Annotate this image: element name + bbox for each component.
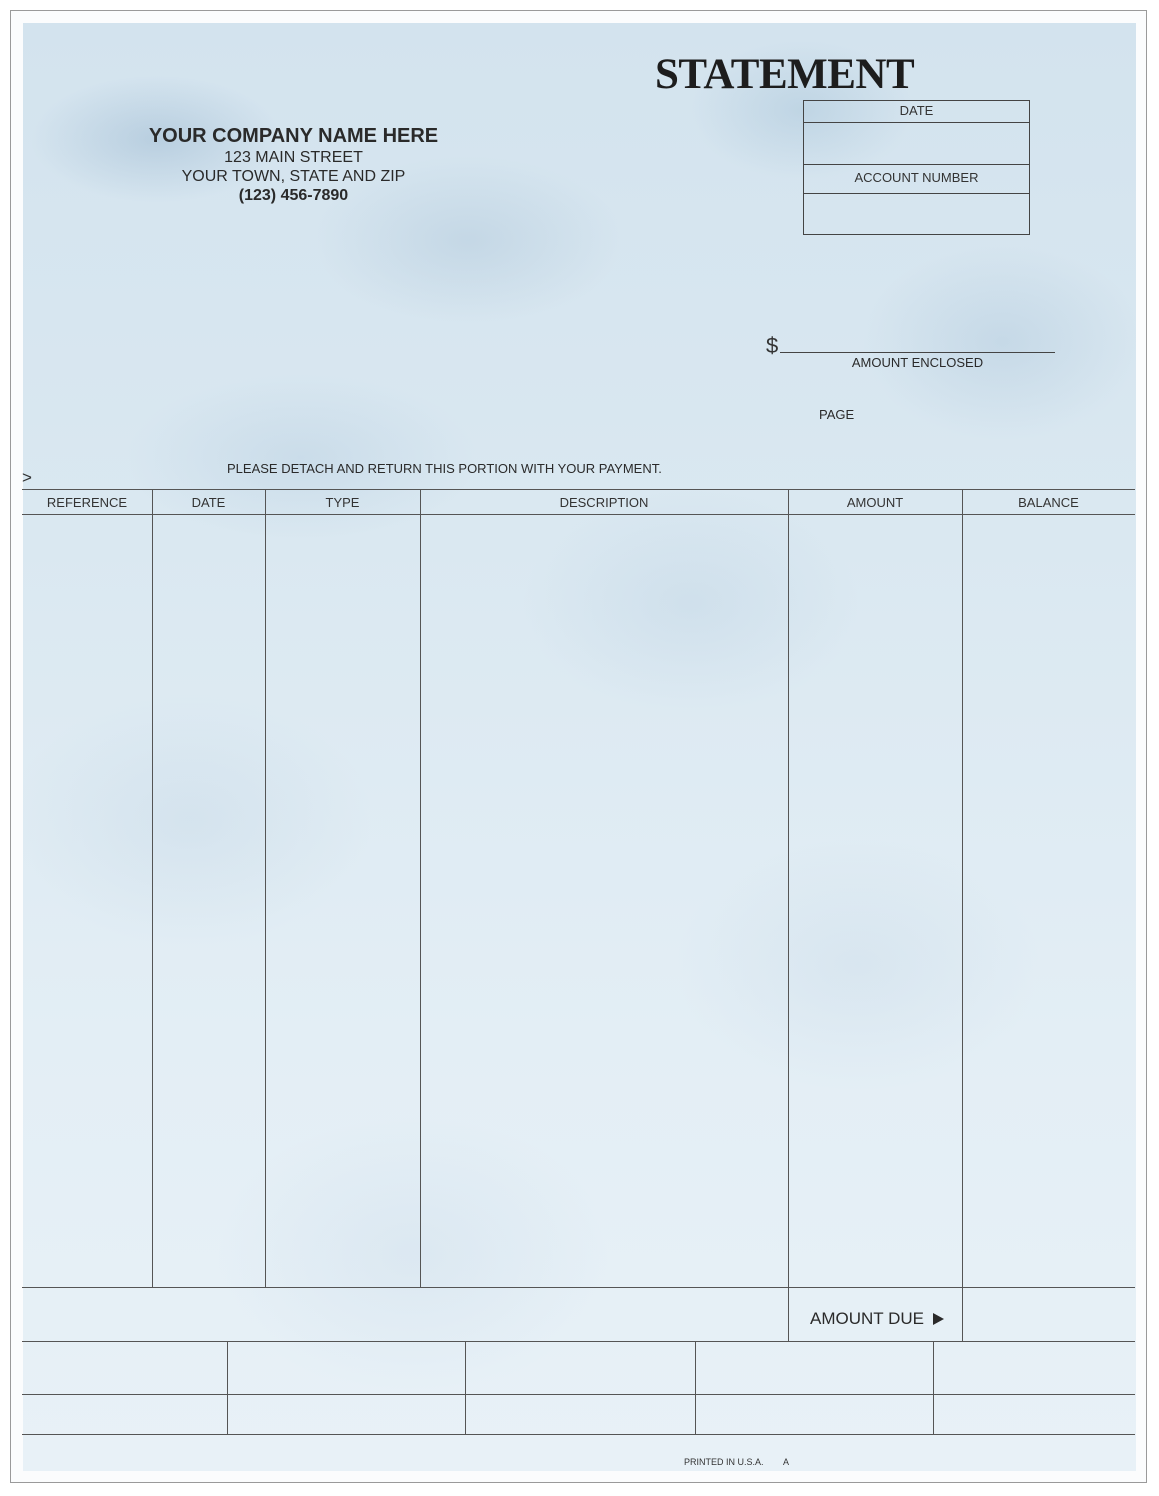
printed-in-usa: PRINTED IN U.S.A.: [684, 1457, 764, 1467]
dollar-sign: $: [766, 333, 779, 358]
footer-grid-divider: [465, 1341, 466, 1434]
company-phone: (123) 456-7890: [238, 187, 349, 204]
footer-grid-rule: [22, 1394, 1135, 1395]
company-city: YOUR TOWN, STATE AND ZIP: [181, 168, 406, 185]
date-field[interactable]: [804, 123, 1029, 164]
play-arrow-icon: [933, 1313, 944, 1325]
amount-enclosed-field[interactable]: [780, 352, 1055, 353]
line-items-area[interactable]: [22, 515, 1135, 1287]
account-number-label: ACCOUNT NUMBER: [854, 170, 979, 185]
account-number-field[interactable]: [804, 194, 1029, 234]
footer-grid-bottom-rule: [22, 1434, 1135, 1435]
amount-due-field[interactable]: [963, 1288, 1135, 1341]
statement-title: STATEMENT: [655, 51, 915, 98]
page-label: PAGE: [819, 407, 855, 422]
detach-arrow-icon: >: [22, 468, 32, 487]
divider: [804, 164, 1029, 165]
column-header-reference: REFERENCE: [46, 495, 128, 510]
date-label: DATE: [899, 103, 934, 118]
company-block: [136, 124, 451, 205]
form-code: A: [783, 1457, 790, 1467]
column-header-date: DATE: [191, 495, 226, 510]
summary-rule: [22, 1341, 1135, 1342]
column-header-amount: AMOUNT: [846, 495, 904, 510]
footer-grid-divider: [933, 1341, 934, 1434]
company-name: YOUR COMPANY NAME HERE: [148, 125, 439, 147]
company-street: 123 MAIN STREET: [224, 149, 363, 166]
footer-grid-divider: [227, 1341, 228, 1434]
detach-note: PLEASE DETACH AND RETURN THIS PORTION WITH YOUR PAYMENT.: [227, 461, 662, 476]
footer-grid-divider: [695, 1341, 696, 1434]
table-top-rule: [22, 489, 1135, 490]
column-header-description: DESCRIPTION: [559, 495, 649, 510]
column-header-balance: BALANCE: [1018, 495, 1079, 510]
date-account-box: [803, 100, 1030, 235]
amount-due-label: AMOUNT DUE: [810, 1309, 924, 1328]
column-header-type: TYPE: [325, 495, 360, 510]
amount-enclosed-label: AMOUNT ENCLOSED: [851, 355, 984, 370]
